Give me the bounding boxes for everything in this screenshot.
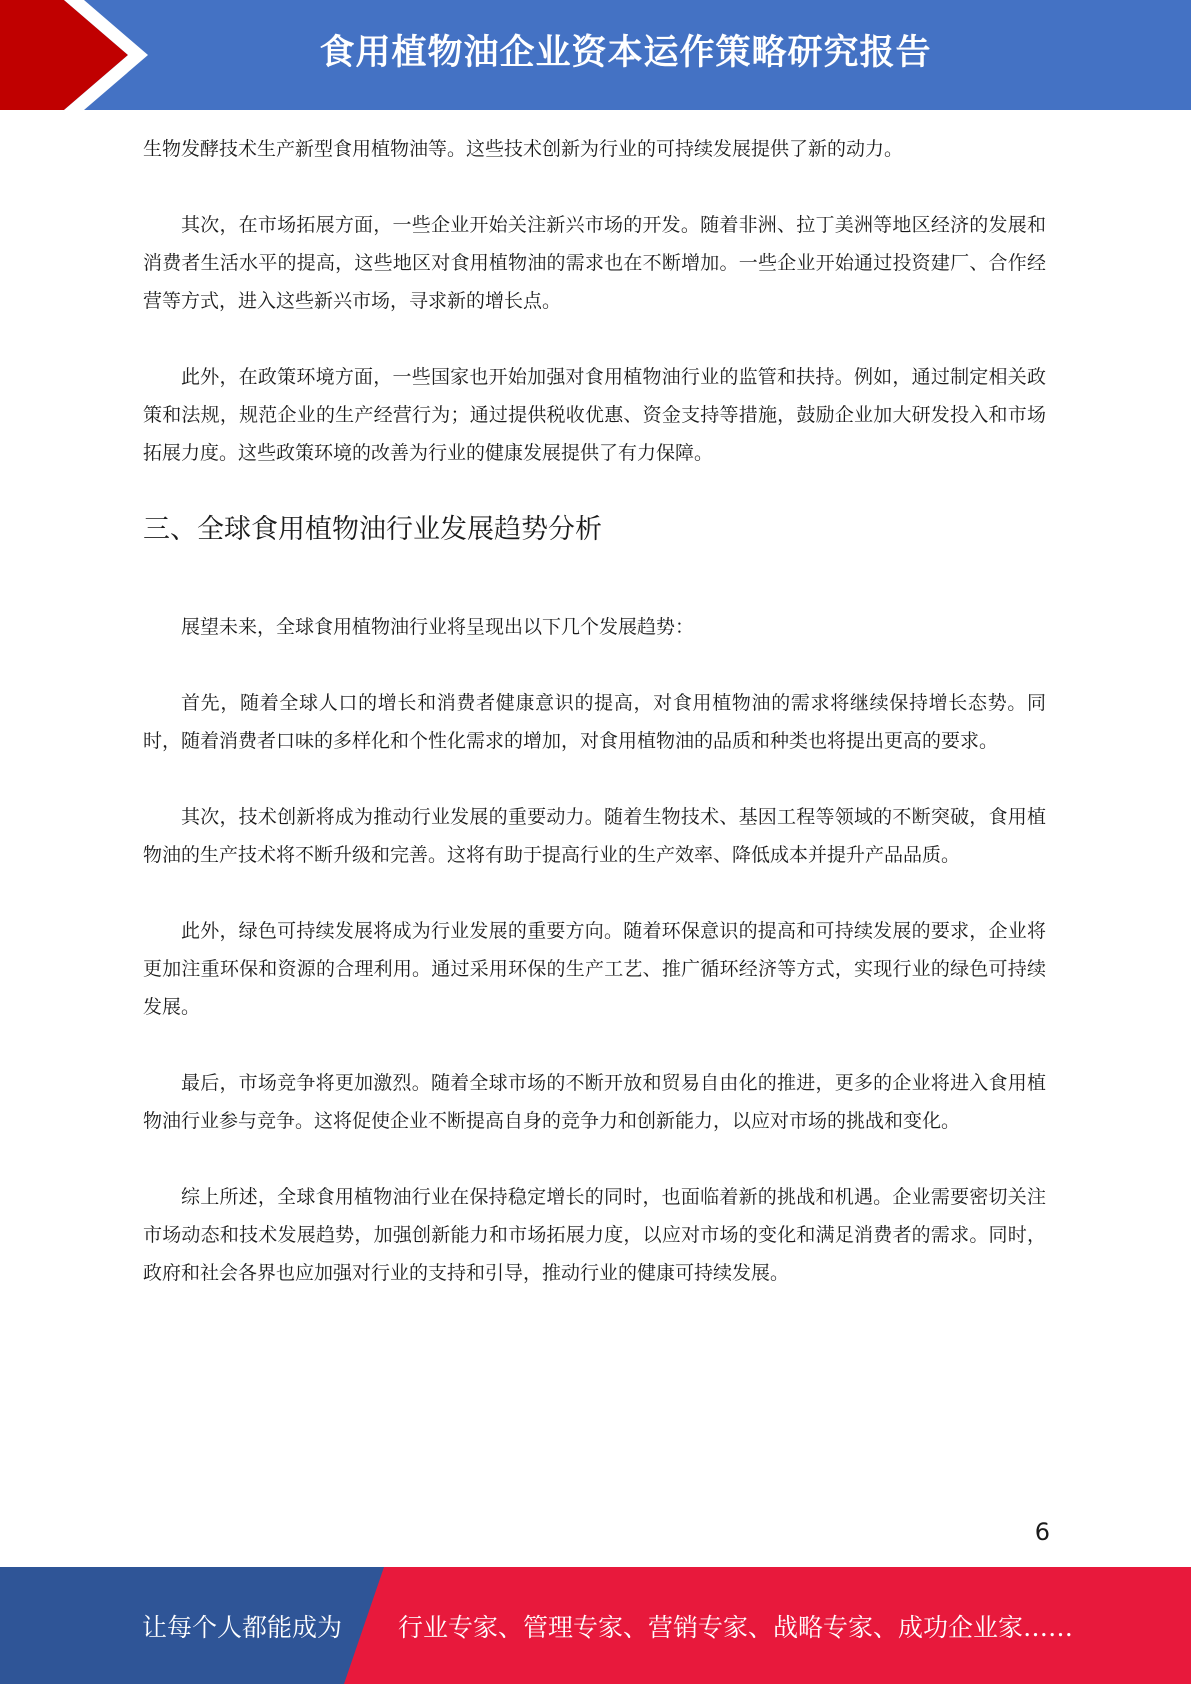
document-body [143, 130, 1046, 1330]
paragraph: 综上所述，全球食用植物油行业在保持稳定增长的同时，也面临着新的挑战和机遇。企业需要密切关注市场动态和技术发展趋势，加强创新能力和市场拓展力度，以应对市场的变化和满足消费者的需求。同时，政府和社会各界也应加强对行业的支持和引导，推动行业的健康可持续发展。 [143, 1186, 1046, 1284]
page-number: 6 [1034, 1518, 1050, 1546]
paragraph: 其次，技术创新将成为推动行业发展的重要动力。随着生物技术、基因工程等领域的不断突破，食用植物油的生产技术将不断升级和完善。这将有助于提高行业的生产效率、降低成本并提升产品品质。 [143, 806, 1046, 866]
paragraph: 展望未来，全球食用植物油行业将呈现出以下几个发展趋势： [181, 616, 695, 638]
footer-banner [0, 1567, 1191, 1684]
paragraph-continued: 生物发酵技术生产新型食用植物油等。这些技术创新为行业的可持续发展提供了新的动力。 [143, 138, 904, 160]
paragraph: 此外，在政策环境方面，一些国家也开始加强对食用植物油行业的监管和扶持。例如，通过制定相关政策和法规，规范企业的生产经营行为；通过提供税收优惠、资金支持等措施，鼓励企业加大研发投入和市场拓展力度。这些政策环境的改善为行业的健康发展提供了有力保障。 [143, 366, 1046, 464]
paragraph: 最后，市场竞争将更加激烈。随着全球市场的不断开放和贸易自由化的推进，更多的企业将进入食用植物油行业参与竞争。这将促使企业不断提高自身的竞争力和创新能力，以应对市场的挑战和变化。 [143, 1072, 1046, 1132]
footer-slogan-right: 行业专家、管理专家、营销专家、战略专家、成功企业家…… [398, 1612, 1074, 1642]
footer-slogan-left: 让每个人都能成为 [142, 1612, 343, 1642]
paragraph: 此外，绿色可持续发展将成为行业发展的重要方向。随着环保意识的提高和可持续发展的要求，企业将更加注重环保和资源的合理利用。通过采用环保的生产工艺、推广循环经济等方式，实现行业的绿色可持续发展。 [143, 920, 1046, 1018]
section-heading: 三、全球食用植物油行业发展趋势分析 [143, 514, 602, 545]
paragraph: 首先，随着全球人口的增长和消费者健康意识的提高，对食用植物油的需求将继续保持增长态势。同时，随着消费者口味的多样化和个性化需求的增加，对食用植物油的品质和种类也将提出更高的要求。 [143, 692, 1046, 752]
header-banner [0, 0, 1191, 110]
document-title: 食用植物油企业资本运作策略研究报告 [319, 33, 932, 73]
paragraph: 其次，在市场拓展方面，一些企业开始关注新兴市场的开发。随着非洲、拉丁美洲等地区经济的发展和消费者生活水平的提高，这些地区对食用植物油的需求也在不断增加。一些企业开始通过投资建厂、合作经营等方式，进入这些新兴市场，寻求新的增长点。 [143, 214, 1046, 312]
